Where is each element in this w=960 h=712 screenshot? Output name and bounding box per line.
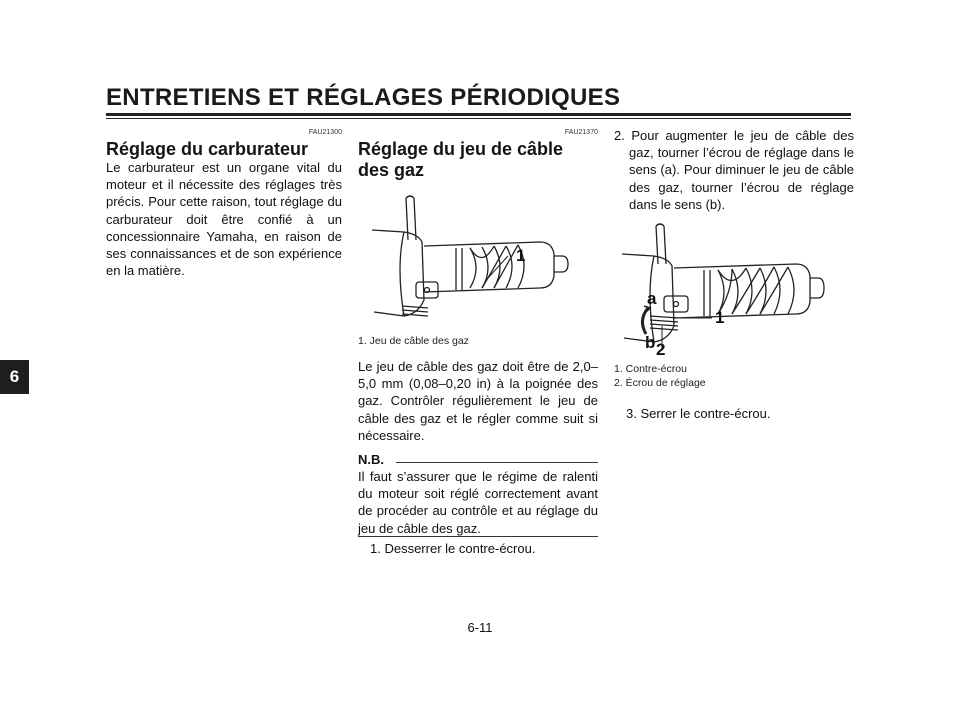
nb-paragraph: Il faut s’assurer que le régime de ralenti du moteur soit réglé correctement avant de procéder au contrôle et au réglage du jeu de câble des gaz. <box>358 469 598 536</box>
nb-bottom-rule <box>358 536 598 537</box>
chapter-tab: 6 <box>0 360 29 394</box>
figure-label-b: b <box>645 333 656 352</box>
throttle-grip-illustration <box>358 190 598 328</box>
adjusting-nut-illustration <box>614 222 854 360</box>
figure-caption-1: 1. Jeu de câble des gaz <box>358 335 469 347</box>
figure-callout-1: 1 <box>715 308 725 327</box>
section-heading-carburetor: Réglage du carburateur <box>106 139 309 159</box>
step-1: 1. Desserrer le contre-écrou. <box>370 541 536 556</box>
nb-top-rule <box>396 462 598 463</box>
section-code: FAU21370 <box>564 129 598 136</box>
header-rule <box>106 113 851 116</box>
page-number: 6-11 <box>467 620 493 635</box>
figure-label-a: a <box>647 289 657 308</box>
step-2 <box>614 127 854 213</box>
header-rule-thin <box>106 118 851 119</box>
nb-label: N.B. <box>358 452 384 467</box>
section-heading-throttle-cable: Réglage du jeu de câble des gaz <box>358 139 564 180</box>
step-2-text: 2. Pour augmenter le jeu de câble des gaz, tourner l’écrou de réglage dans le sens (a). Pour diminuer le jeu de câble des gaz, tourner l’écrou de réglage dans le sens (b). <box>614 128 854 212</box>
figure-callout-2: 2 <box>656 340 666 359</box>
page-header-title: ENTRETIENS ET RÉGLAGES PÉRIODIQUES <box>106 84 621 111</box>
figure-callout-1: 1 <box>516 246 526 265</box>
step-3: 3. Serrer le contre-écrou. <box>626 406 771 421</box>
figure-caption-1: 1. Contre-écrou <box>614 363 687 375</box>
throttle-cable-paragraph: Le jeu de câble des gaz doit être de 2,0–5,0 mm (0,08–0,20 in) à la poignée des gaz. Contrôler régulièrement le jeu de câble des gaz et le régler comme suit si nécessaire. <box>358 359 598 443</box>
carburetor-paragraph: Le carburateur est un organe vital du moteur et il nécessite des réglages très précis. Pour cette raison, tout réglage du carburateur doit être confié à un concessionnaire Yamaha, en raison de ses connaissances et de son expérience en la matière. <box>106 160 342 279</box>
figure-caption-2: 2. Écrou de réglage <box>614 377 706 389</box>
section-code: FAU21300 <box>308 129 342 136</box>
